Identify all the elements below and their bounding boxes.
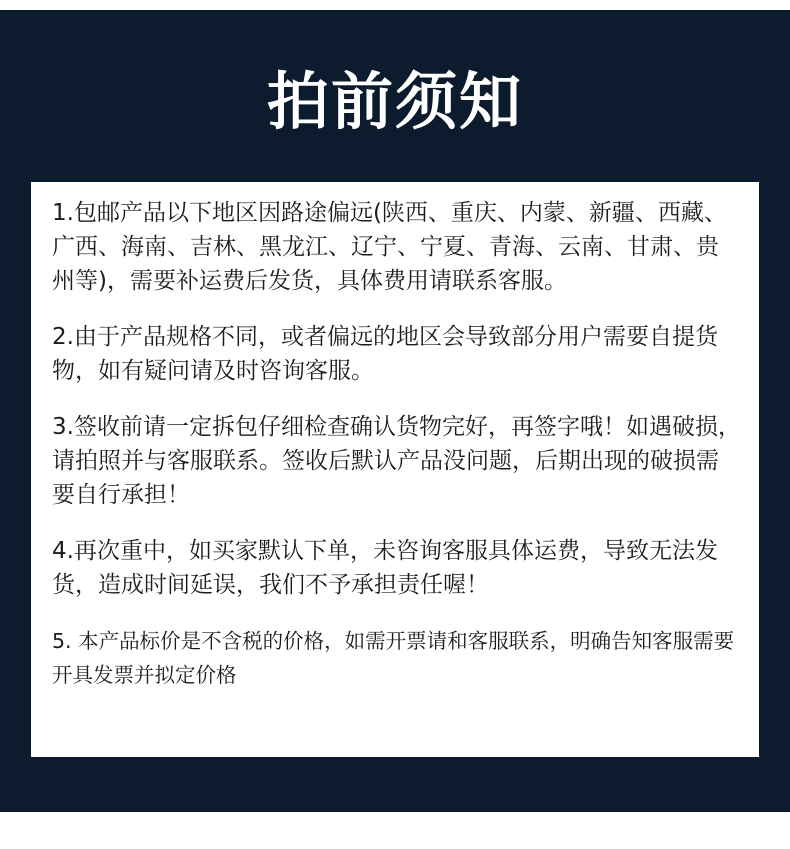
notice-item-inspect-before-signing: 3.签收前请一定拆包仔细检查确认货物完好，再签字哦！如遇破损，请拍照并与客服联系。签收后默认产品没问题，后期出现的破损需要自行承担！: [52, 414, 741, 508]
notice-panel: [31, 182, 759, 757]
notice-banner: [0, 10, 790, 812]
notice-item-invoice: 5. 本产品标价是不含税的价格，如需开票请和客服联系，明确告知客服需要开具发票并拟定价格: [52, 629, 735, 687]
notice-item-self-pickup: 2.由于产品规格不同，或者偏远的地区会导致部分用户需要自提货物，如有疑问请及时咨询客服。: [52, 324, 718, 384]
notice-item-shipping-remote: 1.包邮产品以下地区因路途偏远(陕西、重庆、内蒙、新疆、西藏、广西、海南、吉林、黑龙江、辽宁、宁夏、青海、云南、甘肃、贵州等)，需要补运费后发货，具体费用请联系客服。: [52, 200, 727, 294]
notice-item-freight-consult: 4.再次重中，如买家默认下单，未咨询客服具体运费，导致无法发货，造成时间延误，我们不予承担责任喔！: [52, 538, 718, 598]
page-title: 拍前须知: [266, 65, 523, 138]
